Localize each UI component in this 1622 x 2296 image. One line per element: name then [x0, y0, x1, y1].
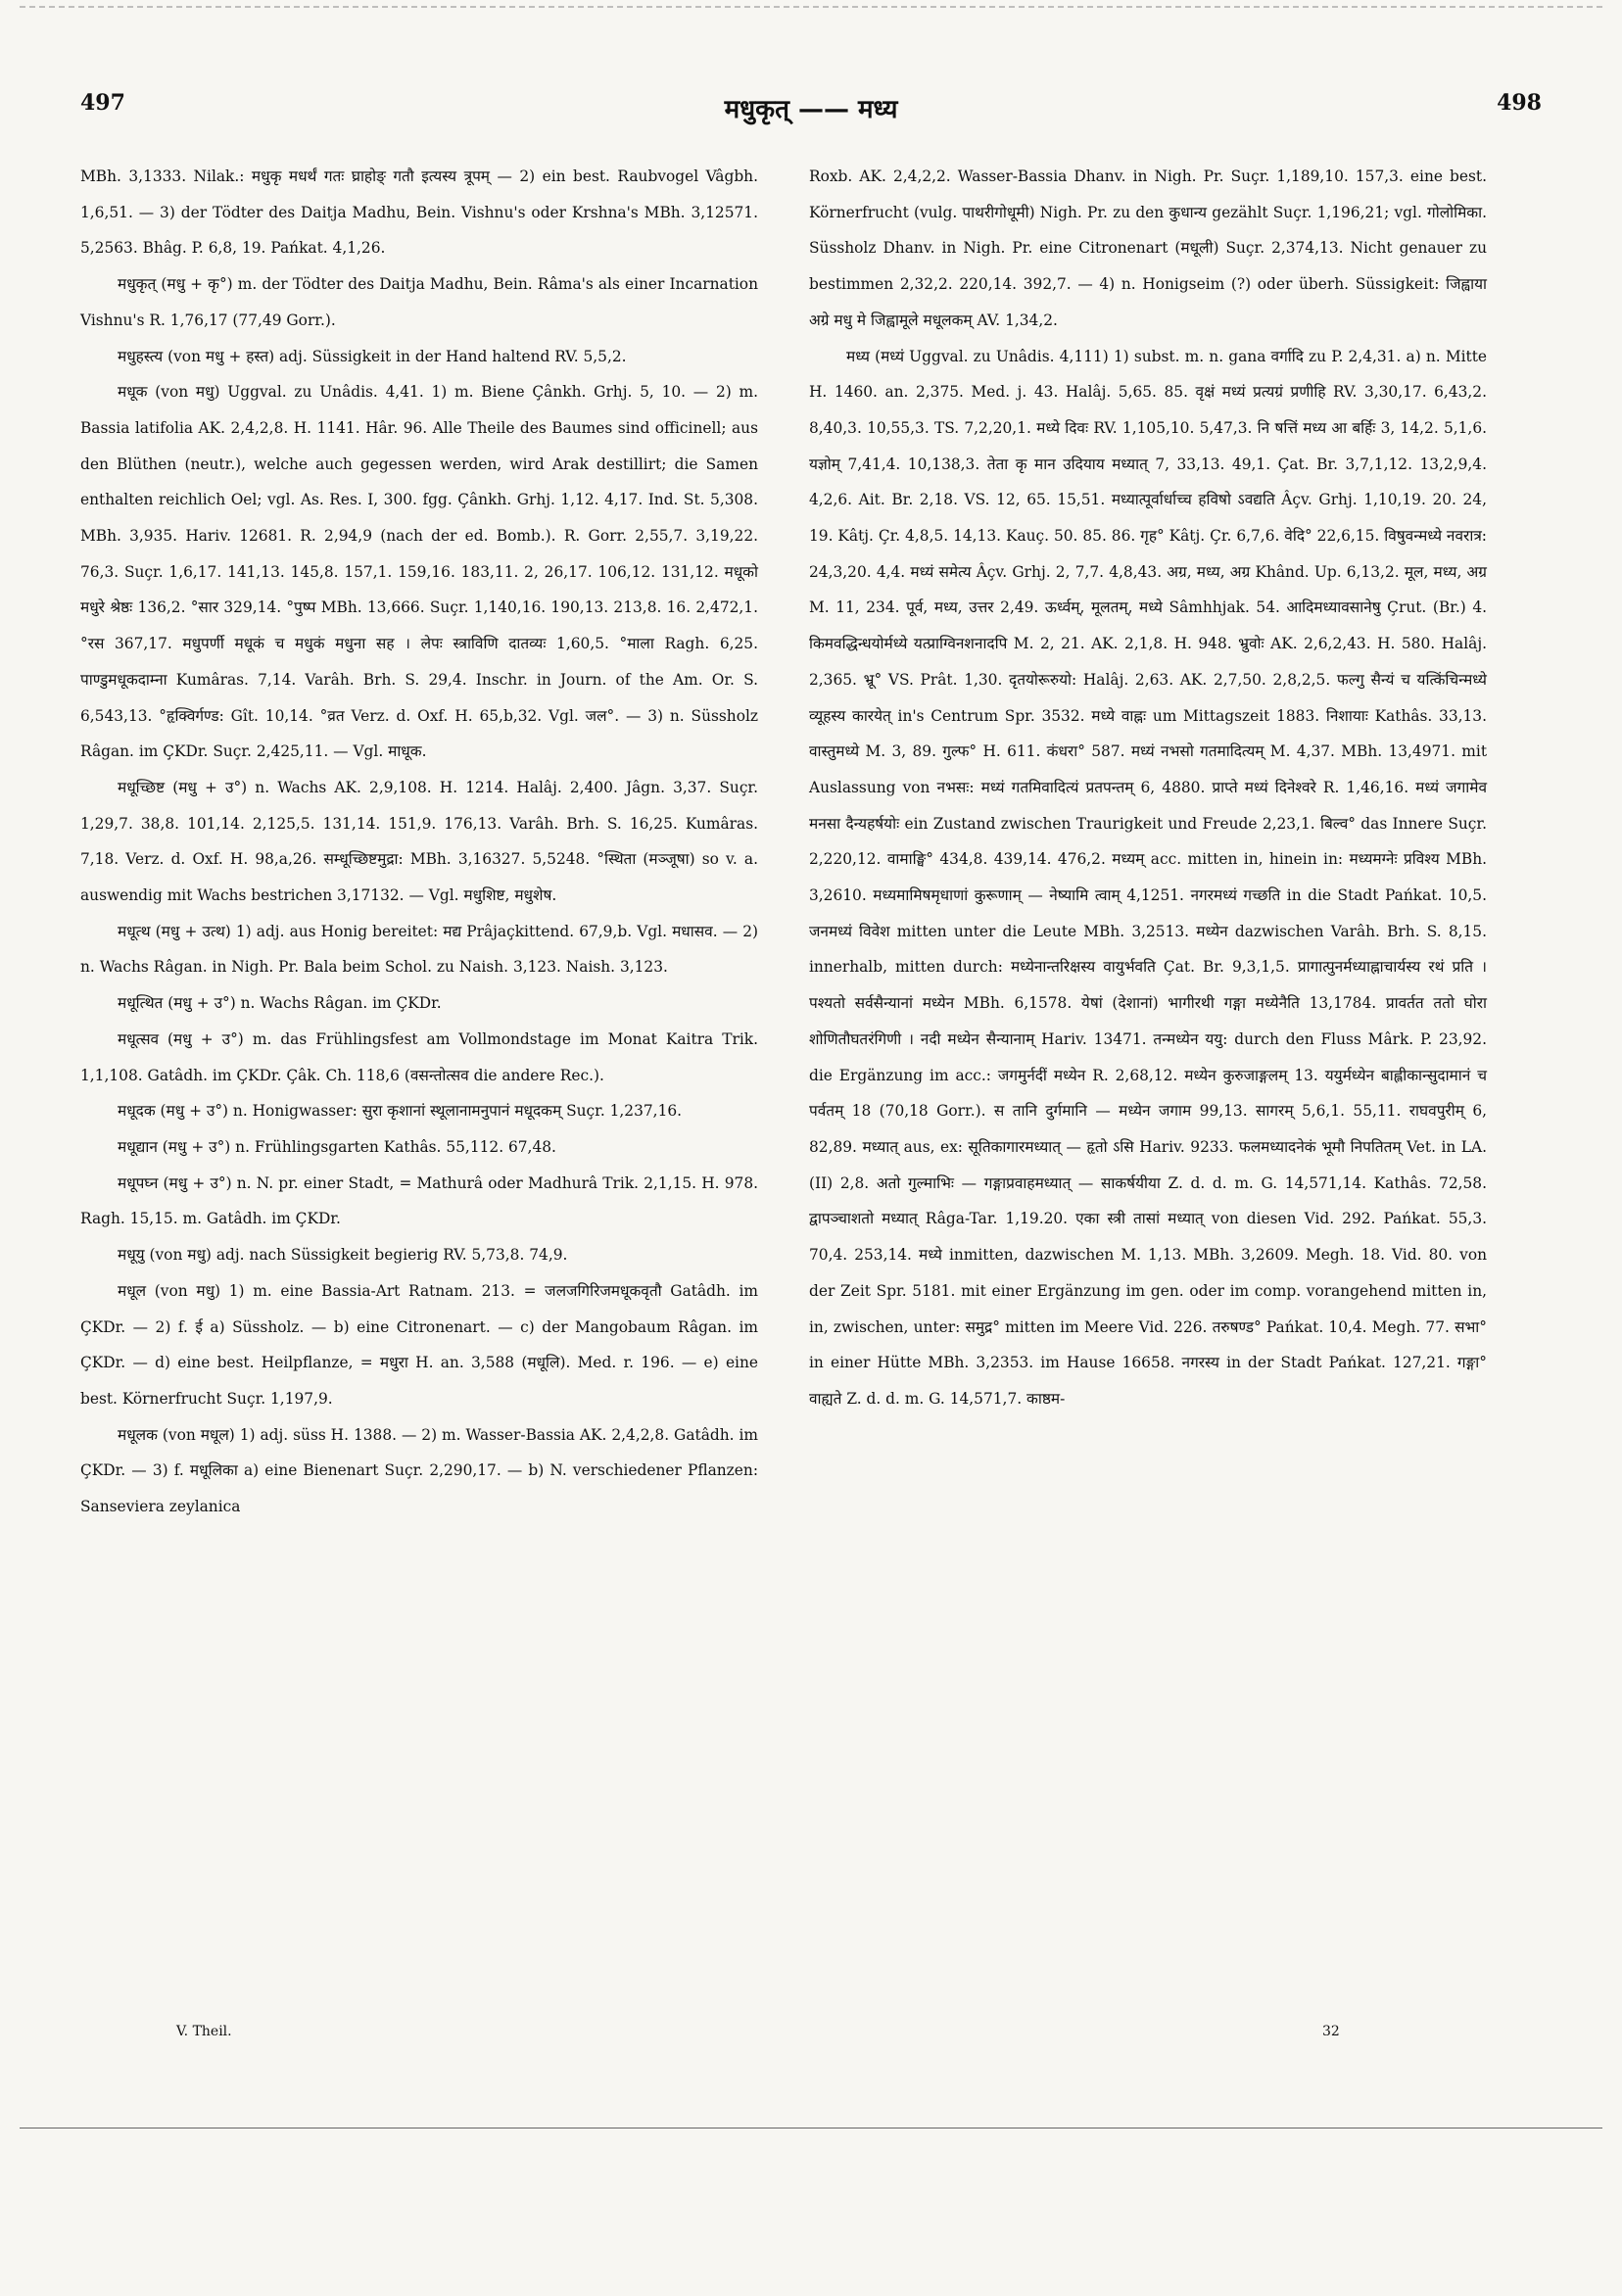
page-number-left: 497 — [80, 90, 125, 116]
dictionary-entry: मधूदक (मधु + उ°) n. Honigwasser: सुरा कृशानां स्थूलानामनुपानं मधूदकम् Suçr. 1,237,16. — [118, 1102, 683, 1121]
volume-signature: V. Theil. — [176, 2024, 232, 2039]
dictionary-entry: मधूक (von मधु) Uggval. zu Unâdis. 4,41. 1) m. Biene Çânkh. Grhj. 5, 10. — 2) m. Bassia latifolia AK. 2,4,2,8. H. 1141. Hâr. 96. Alle Theile des Baumes sind officinell; aus den Blüthen (neutr.), welche auch gegessen werden, wird Arak destillirt; die Samen enthalten reichlich Oel; vgl. As. Res. I, 300. fgg. Çânkh. Grhj. 1,12. 4,17. Ind. St. 5,308. MBh. 3,935. Hariv. 12681. R. 2,94,9 (nach der ed. Bomb.). R. Gorr. 2,55,7. 3,19,22. 76,3. Suçr. 1,6,17. 141,13. 145,8. 157,1. 159,16. 183,11. 2, 26,17. 106,12. 131,12. मधूको मधुरे श्रेष्ठः 136,2. °सार 329,14. °पुष्प MBh. 13,666. Suçr. 1,140,16. 190,13. 213,8. 16. 2,472,1. °रस 367,17. मधुपर्णी मधूकं च मधुकं मधुना सह । लेपः स्त्राविणि दातव्यः 1,60,5. °माला Ragh. 6,25. पाण्डुमधूकदाम्ना Kumâras. 7,14. Varâh. Brh. S. 29,4. Inschr. in Journ. of the Am. Or. S. 6,543,13. °हृक्विर्गण्ड: Gît. 10,14. °व्रत Verz. d. Oxf. H. 65,b,32. Vgl. जल°. — 3) n. Süssholz Râgan. im ÇKDr. Suçr. 2,425,11. — Vgl. माधूक. — [80, 383, 758, 761]
sheet-number: 32 — [1322, 2024, 1340, 2039]
dictionary-entry: मध्य (मध्यं Uggval. zu Unâdis. 4,111) 1) subst. m. n. gana वर्गादि zu P. 2,4,31. a) n. Mitte H. 1460. an. 2,375. Med. j. 43. Halâj. 5,65. 85. वृक्षं मध्यं प्रत्यग्रं प्रणीहि RV. 3,30,17. 6,43,2. 8,40,3. 10,55,3. TS. 7,2,20,1. मध्ये दिवः RV. 1,105,10. 5,47,3. नि षत्तिं मध्य आ बर्हिः 3, 14,2. 5,1,6. यज्ञोम् 7,41,4. 10,138,3. तेता कृ मान उदियाय मध्यात् 7, 33,13. 49,1. Çat. Br. 3,7,1,12. 13,2,9,4. 4,2,6. Ait. Br. 2,18. VS. 12, 65. 15,51. मध्यात्पूर्वार्धाच्च हविषो ऽवद्यति Âçv. Grhj. 1,10,19. 20. 24, 19. Kâtj. Çr. 4,8,5. 14,13. Kauç. 50. 85. 86. गृह° Kâtj. Çr. 6,7,6. वेदि° 22,6,15. विषुवन्मध्ये नवरात्र: 24,3,20. 4,4. मध्यं समेत्य Âçv. Grhj. 2, 7,7. 4,8,43. अग्र, मध्य, अग्र Khând. Up. 6,13,2. मूल, मध्य, अग्र M. 11, 234. पूर्व, मध्य, उत्तर 2,49. ऊर्ध्वम्, मूलतम्, मध्ये Sâmhhjak. 54. आदिमध्यावसानेषु Çrut. (Br.) 4. किमवद्धिन्धयोर्मध्ये यत्प्राग्विनशनादपि M. 2, 21. AK. 2,1,8. H. 948. भ्रुवोः AK. 2,6,2,43. H. 580. Halâj. 2,365. भ्रू° VS. Prât. 1,30. दृतयोरूरुयो: Halâj. 2,63. AK. 2,7,50. 2,8,2,5. फल्गु सैन्यं च यत्किंचिन्मध्ये व्यूहस्य कारयेत् in's Centrum Spr. 3532. मध्ये वाह्नः um Mittagszeit 1883. निशायाः Kathâs. 33,13. वास्तुमध्ये M. 3, 89. गुल्फ° H. 611. कंधरा° 587. मध्यं नभसो गतमादित्यम् M. 4,37. MBh. 13,4971. mit Auslassung von नभसः: मध्यं गतमिवादित्यं प्रतपन्तम् 6, 4880. प्राप्ते मध्यं दिनेश्वरे R. 1,46,16. मध्यं जगामेव मनसा दैन्यहर्षयोः ein Zustand zwischen Traurigkeit und Freude 2,23,1. बिल्व° das Innere Suçr. 2,220,12. वामाङ्घि° 434,8. 439,14. 476,2. मध्यम् acc. mitten in, hinein in: मध्यमग्नेः प्रविश्य MBh. 3,2610. मध्यमामिषमृधाणां कुरूणाम् — नेष्यामि त्वाम् 4,1251. नगरमध्यं गच्छति in die Stadt Pańkat. 10,5. जनमध्यं विवेश mitten unter die Leute MBh. 3,2513. मध्येन dazwischen Varâh. Brh. S. 8,15. innerhalb, mitten durch: मध्येनान्तरिक्षस्य वायुर्भवति Çat. Br. 9,3,1,5. प्रागात्पुनर्मध्याह्नाचार्यस्य रथं प्रति । पश्यतो सर्वसैन्यानां मध्येन MBh. 6,1578. येषां (देशानां) भागीरथी गङ्गा मध्येनैति 13,1784. प्रावर्तत ततो घोरा शोणितौघतरंगिणी । नदी मध्येन सैन्यानाम् Hariv. 13471. तन्मध्येन ययु: durch den Fluss Mârk. P. 23,92. die Ergänzung im acc.: जगमुर्नदीं मध्येन R. 2,68,12. मध्येन कुरुजाङ्गलम् 13. ययुर्मध्येन बाह्लीकान्सुदामानं च पर्वतम् 18 (70,18 Gorr.). स तानि दुर्गमानि — मध्येन जगाम 99,13. सागरम् 5,6,1. 55,11. राघवपुरीम् 6, 82,89. मध्यात् aus, ex: सूतिकागारमध्यात् — हृतो ऽसि Hariv. 9233. फलमध्यादनेकं भूमौ निपतितम् Vet. in LA. (II) 2,8. अतो गुल्माभिः — गङ्गाप्रवाहमध्यात् — साकर्षयीया Z. d. d. m. G. 14,571,14. Kathâs. 72,58. द्वापञ्चाशतो मध्यात् Râga-Tar. 1,19.20. एका स्त्री तासां मध्यात् von diesen Vid. 292. Pańkat. 55,3. 70,4. 253,14. मध्ये inmitten, dazwischen M. 1,13. MBh. 3,2609. Megh. 18. Vid. 80. von der Zeit Spr. 5181. mit einer Ergänzung im gen. oder im comp. vorangehend mitten in, in, zwischen, unter: समुद्र° mitten im Meere Vid. 226. तरुषण्ड° Pańkat. 10,4. Megh. 77. सभा° in einer Hütte MBh. 3,2353. im Hause 16658. नगरस्य in der Stadt Pańkat. 127,21. गङ्गा° वाह्यते Z. d. d. m. G. 14,571,7. काष्ठम- — [809, 347, 1487, 1408]
scan-top-edge — [20, 6, 1602, 11]
dictionary-entry: मधूल (von मधु) 1) m. eine Bassia-Art Ratnam. 213. = जलजगिरिजमधूकवृतौ Gatâdh. im ÇKDr. — 2) f. ई a) Süssholz. — b) eine Citronenart. — c) der Mangobaum Râgan. im ÇKDr. — d) eine best. Heilpflanze, = मधुरा H. an. 3,588 (मधूलि). Med. r. 196. — e) eine best. Körnerfrucht Suçr. 1,197,9. — [80, 1281, 758, 1408]
page-number-right: 498 — [1497, 90, 1542, 116]
scan-bottom-rule — [20, 2128, 1602, 2129]
dictionary-entry: MBh. 3,1333. Nilak.: मधुकृ मधर्थं गतः घ्राहोङ् गतौ इत्यस्य त्रूपम् — 2) ein best. Raubvogel Vâgbh. 1,6,51. — 3) der Tödter des Daitja Madhu, Bein. Vishnu's oder Krshna's MBh. 3,12571. 5,2563. Bhâg. P. 6,8, 19. Pańkat. 4,1,26. — [80, 167, 758, 258]
dictionary-entry: मधूत्सव (मधु + उ°) m. das Frühlingsfest am Vollmondstage im Monat Kaitra Trik. 1,1,108. Gatâdh. im ÇKDr. Çâk. Ch. 118,6 (वसन्तोत्सव die andere Rec.). — [80, 1029, 758, 1084]
dictionary-entry: मधुहस्त्य (von मधु + हस्त) adj. Süssigkeit in der Hand haltend RV. 5,5,2. — [118, 347, 627, 365]
dictionary-entry: मधुकृत् (मधु + कृ°) m. der Tödter des Daitja Madhu, Bein. Râma's als einer Incarnation Vishnu's R. 1,76,17 (77,49 Gorr.). — [80, 275, 758, 329]
dictionary-entry: मधूलक (von मधूल) 1) adj. süss H. 1388. — 2) m. Wasser-Bassia AK. 2,4,2,8. Gatâdh. im ÇKDr. — 3) f. मधूलिका a) eine Bienenart Suçr. 2,290,17. — b) N. verschiedener Pflanzen: Sanseviera zeylanica — [80, 1425, 758, 1516]
right-column — [809, 159, 1487, 1417]
left-column — [80, 159, 758, 1525]
dictionary-entry: मधूत्थित (मधु + उ°) n. Wachs Râgan. im ÇKDr. — [118, 994, 442, 1013]
dictionary-entry: मधूयु (von मधु) adj. nach Süssigkeit begierig RV. 5,73,8. 74,9. — [118, 1246, 568, 1265]
dictionary-entry: मधूपघ्न (मधु + उ°) n. N. pr. einer Stadt, = Mathurâ oder Madhurâ Trik. 2,1,15. H. 978. Ragh. 15,15. m. Gatâdh. im ÇKDr. — [80, 1173, 758, 1228]
running-headwords: मधुकृत् —— मध्य — [724, 95, 898, 124]
page-header — [80, 90, 1542, 129]
dictionary-entry: मधूत्थ (मधु + उत्थ) 1) adj. aus Honig bereitet: मद्य Prâjaçkittend. 67,9,b. Vgl. मधासव. — 2) n. Wachs Râgan. in Nigh. Pr. Bala beim Schol. zu Naish. 3,123. Naish. 3,123. — [80, 922, 758, 977]
dictionary-entry: मधूद्यान (मधु + उ°) n. Frühlingsgarten Kathâs. 55,112. 67,48. — [118, 1137, 556, 1156]
dictionary-entry: मधूच्छिष्ट (मधु + उ°) n. Wachs AK. 2,9,108. H. 1214. Halâj. 2,400. Jâgn. 3,37. Suçr. 1,29,7. 38,8. 101,14. 2,125,5. 131,14. 151,9. 176,13. Varâh. Brh. S. 16,25. Kumâras. 7,18. Verz. d. Oxf. H. 98,a,26. सम्धूच्छिष्टमुद्रा: MBh. 3,16327. 5,5248. °स्थिता (मञ्जूषा) so v. a. auswendig mit Wachs bestrichen 3,17132. — Vgl. मधुशिष्ट, मधुशेष. — [80, 778, 758, 905]
dictionary-entry: Roxb. AK. 2,4,2,2. Wasser-Bassia Dhanv. in Nigh. Pr. Suçr. 1,189,10. 157,3. eine best. Körnerfrucht (vulg. पाथरीगोधूमी) Nigh. Pr. zu den कुधान्य gezählt Suçr. 1,196,21; vgl. गोलोमिका. Süssholz Dhanv. in Nigh. Pr. eine Citronenart (मधूली) Suçr. 2,374,13. Nicht genauer zu bestimmen 2,32,2. 220,14. 392,7. — 4) n. Honigseim (?) oder überh. Süssigkeit: जिह्वाया अग्रे मधु मे जिह्वामूले मधूलकम् AV. 1,34,2. — [809, 167, 1487, 329]
